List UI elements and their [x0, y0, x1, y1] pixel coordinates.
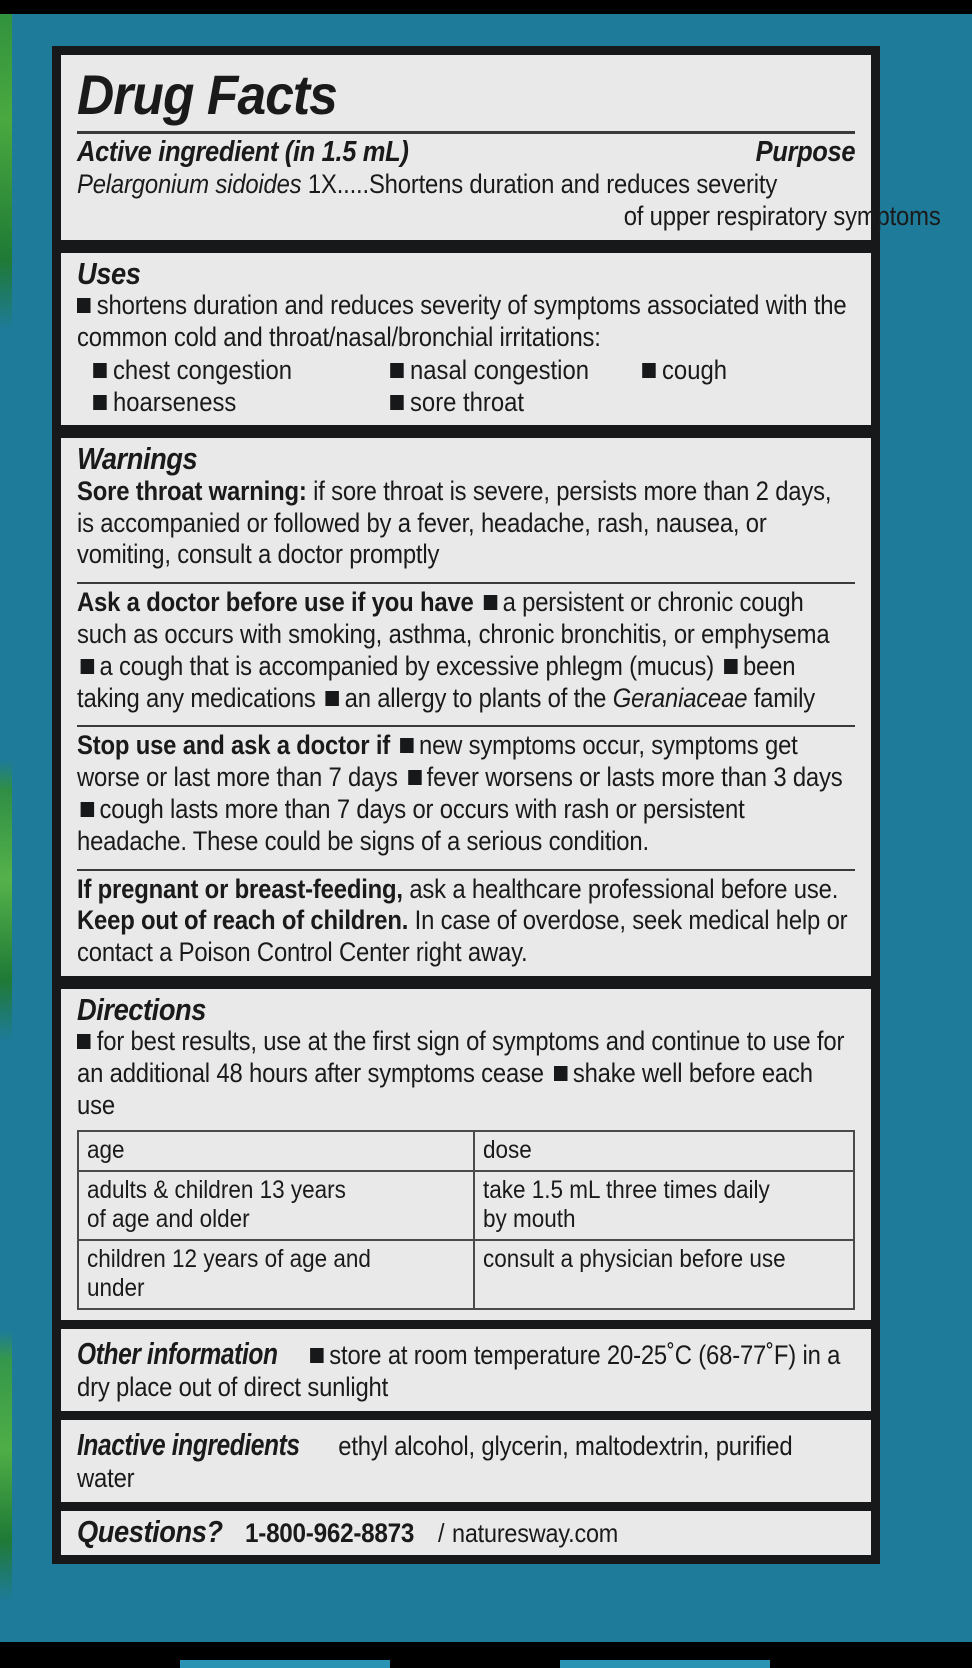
header-section — [61, 55, 941, 240]
active-ingredient-line — [77, 169, 854, 201]
square-bullet-icon — [77, 298, 91, 313]
table-cell-age: children 12 years of age and under — [78, 1240, 474, 1309]
bottom-tab-right — [560, 1660, 770, 1668]
square-bullet-icon — [724, 659, 738, 674]
directions-bullet-2: shake well before each use — [77, 1058, 813, 1120]
phone-number[interactable]: 1-800-962-8873 — [244, 1517, 414, 1548]
section-divider — [61, 240, 871, 253]
questions-section — [61, 1511, 871, 1555]
warning-divider — [77, 869, 855, 871]
other-information-section — [61, 1329, 871, 1411]
square-bullet-icon — [310, 1348, 324, 1363]
questions-heading: Questions? — [77, 1513, 223, 1549]
table-header-row — [78, 1131, 854, 1171]
inactive-ingredients-heading: Inactive ingredients — [77, 1426, 300, 1462]
square-bullet-icon — [93, 363, 107, 378]
table-header-dose: dose — [474, 1131, 854, 1171]
ask-doctor-item-4-pre: an allergy to plants of the — [344, 682, 613, 713]
bottom-tab-left — [180, 1660, 390, 1668]
questions-separator: / — [438, 1517, 445, 1548]
symptom-item-empty — [642, 386, 870, 418]
bottom-edge-band — [0, 1642, 972, 1668]
square-bullet-icon — [81, 802, 95, 817]
symptom-item: sore throat — [390, 386, 642, 418]
pregnancy-lead: If pregnant or breast-feeding, — [77, 873, 403, 904]
sore-throat-warning — [77, 476, 854, 578]
square-bullet-icon — [408, 770, 422, 785]
questions-row — [77, 1511, 855, 1555]
table-cell-dose: consult a physician before use — [474, 1240, 854, 1309]
page-title: Drug Facts — [77, 63, 337, 126]
symptom-item: cough — [642, 354, 870, 386]
ask-doctor-item-3: been taking any medications — [77, 650, 796, 713]
section-divider — [61, 1502, 871, 1511]
ask-doctor-item-2: a cough that is accompanied by excessive phlegm (mucus) — [99, 650, 714, 681]
directions-bullet-1: for best results, use at the first sign of symptoms and continue to use for an additional 48 hours after symptoms cease — [77, 1026, 845, 1089]
pregnancy-text-1: ask a healthcare professional before use. — [409, 873, 839, 904]
section-divider — [61, 425, 871, 438]
keep-out-of-reach-lead: Keep out of reach of children. — [77, 905, 409, 936]
leaf-graphic-strip — [0, 0, 12, 1668]
geraniaceae-term: Geraniaceae — [612, 682, 748, 713]
other-information-body — [77, 1329, 854, 1411]
purpose-text-2: of upper respiratory symptoms — [623, 200, 941, 231]
square-bullet-icon — [484, 595, 498, 610]
directions-section — [61, 989, 871, 1310]
inactive-ingredients-section — [61, 1420, 871, 1502]
square-bullet-icon — [554, 1066, 568, 1081]
uses-main-text: shortens duration and reduces severity of symptoms associated with the common cold and throat/nasal/bronchial irritations: — [77, 290, 847, 352]
title-divider — [77, 131, 855, 134]
uses-heading: Uses — [77, 255, 141, 291]
active-ingredient-heading: Active ingredient (in 1.5 mL) — [77, 136, 409, 168]
directions-heading: Directions — [77, 991, 207, 1027]
active-ingredient-headings — [77, 136, 855, 169]
square-bullet-icon — [77, 1034, 91, 1049]
ingredient-potency: 1X..... — [307, 169, 369, 199]
uses-main-bullet — [77, 290, 854, 354]
table-cell-age: adults & children 13 years of age and older — [78, 1171, 474, 1240]
section-divider — [61, 976, 871, 989]
table-header-age: age — [78, 1131, 474, 1171]
inactive-ingredients-text: ethyl alcohol, glycerin, maltodextrin, purified water — [77, 1430, 793, 1493]
stop-use-item-1: new symptoms occur, symptoms get worse or last more than 7 days — [77, 730, 798, 793]
warning-divider — [77, 582, 855, 584]
table-row — [78, 1240, 854, 1309]
square-bullet-icon — [390, 395, 404, 410]
square-bullet-icon — [390, 363, 404, 378]
pregnancy-text-2: In case of overdose, seek medical help or contact a Poison Control Center right away. — [77, 905, 848, 968]
inactive-ingredients-body — [77, 1420, 854, 1502]
stop-use-warning — [77, 730, 854, 864]
directions-body — [77, 1026, 854, 1121]
ask-doctor-warning — [77, 587, 854, 721]
square-bullet-icon — [326, 691, 340, 706]
square-bullet-icon — [400, 738, 414, 753]
sore-throat-lead: Sore throat warning: — [77, 475, 307, 506]
uses-symptom-grid — [77, 354, 870, 426]
ask-doctor-lead: Ask a doctor before use if you have — [77, 587, 474, 618]
stop-use-item-2: fever worsens or lasts more than 3 days — [426, 762, 843, 793]
table-cell-dose: take 1.5 mL three times daily by mouth — [474, 1171, 854, 1240]
square-bullet-icon — [642, 363, 656, 378]
warnings-section — [61, 438, 871, 976]
table-row — [78, 1171, 854, 1240]
symptom-item: nasal congestion — [390, 354, 642, 386]
warning-divider — [77, 725, 855, 727]
other-information-text: store at room temperature 20-25˚C (68-77˚F) in a dry place out of direct sunlight — [77, 1339, 841, 1402]
purpose-text-1: Shortens duration and reduces severity — [368, 169, 778, 199]
purpose-heading: Purpose — [755, 136, 855, 168]
pregnancy-warning — [77, 874, 854, 976]
sore-throat-text: if sore throat is severe, persists more than 2 days, is accompanied or followed by a fever, headache, rash, nausea, or vomiting, consult a doctor promptly — [77, 475, 832, 570]
symptom-item: chest congestion — [93, 354, 390, 386]
stop-use-item-3: cough lasts more than 7 days or occurs with rash or persistent headache. These could be signs of a serious condition. — [77, 793, 745, 856]
stop-use-lead: Stop use and ask a doctor if — [77, 730, 391, 761]
uses-section — [61, 253, 871, 426]
section-divider — [61, 1411, 871, 1420]
ingredient-latin-name: Pelargonium sidoides — [77, 169, 302, 199]
square-bullet-icon — [81, 659, 95, 674]
website-link[interactable]: naturesway.com — [451, 1517, 618, 1548]
dosage-table — [77, 1130, 855, 1310]
square-bullet-icon — [93, 395, 107, 410]
drug-facts-panel — [52, 46, 941, 1564]
other-information-heading: Other information — [77, 1335, 278, 1371]
ask-doctor-item-1: a persistent or chronic cough such as occurs with smoking, asthma, chronic bronchitis, or emphysema — [77, 587, 830, 649]
section-divider — [61, 1320, 871, 1329]
symptom-item: hoarseness — [93, 386, 390, 418]
warnings-heading: Warnings — [77, 441, 198, 477]
ask-doctor-item-4-post: family — [747, 682, 815, 713]
top-edge-band — [0, 0, 972, 14]
